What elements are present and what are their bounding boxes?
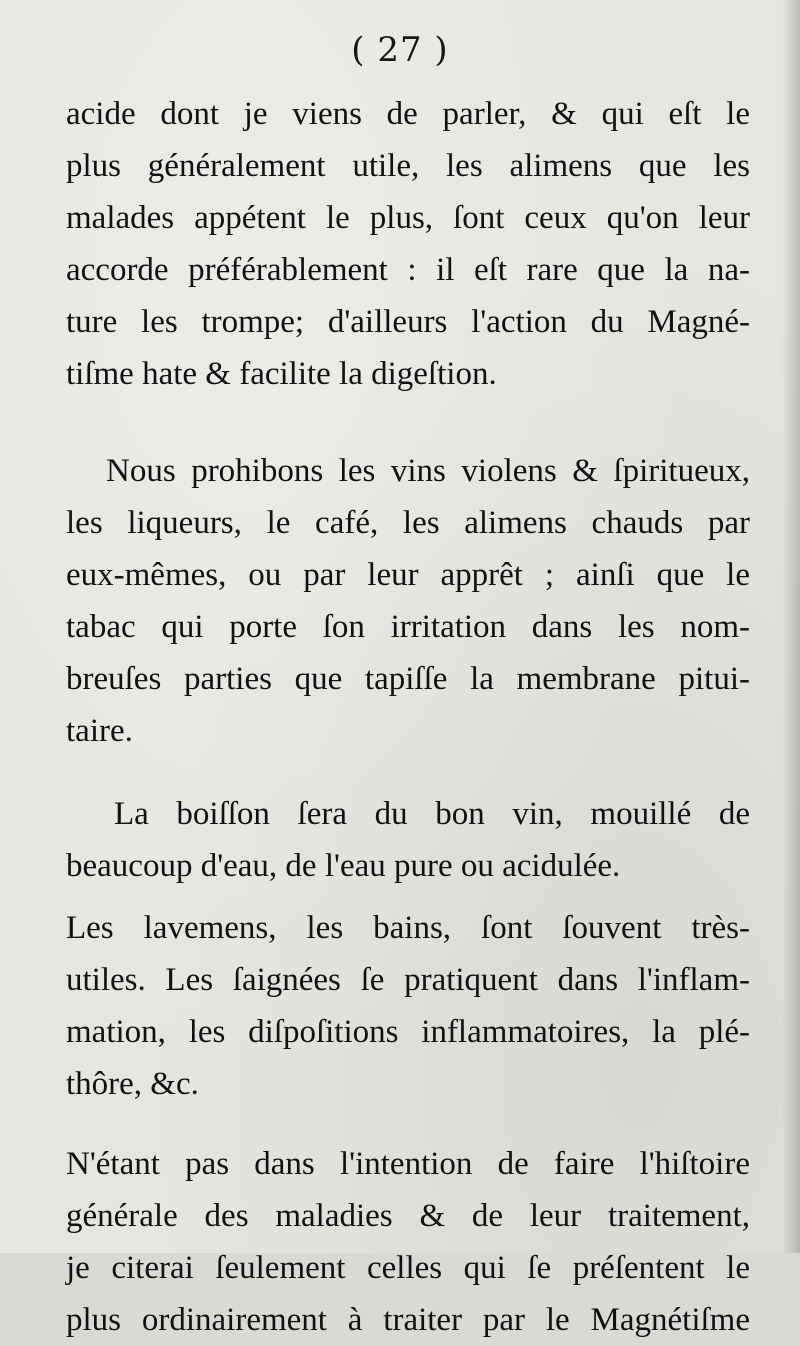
text-line: plus généralement utile, les alimens que les [66, 148, 750, 184]
text-line: eux-mêmes, ou par leur apprêt ; ainſi que le [66, 557, 750, 593]
text-line: beaucoup d'eau, de l'eau pure ou acidulée. [66, 848, 621, 884]
text-line: malades appétent le plus, ſont ceux qu'on leur [66, 200, 750, 236]
text-line: Les lavemens, les bains, ſont ſouvent très- [66, 910, 750, 946]
text-line: N'étant pas dans l'intention de faire l'hiſtoire [66, 1146, 750, 1182]
paragraph-intention [66, 1138, 750, 1346]
paragraph-prohibitions [66, 445, 750, 757]
text-line: La boiſſon ſera du bon vin, mouillé de [114, 796, 750, 832]
text-line: thôre, &c. [66, 1066, 199, 1102]
text-line: ture les trompe; d'ailleurs l'action du Magné- [66, 304, 750, 340]
text-line: je citerai ſeulement celles qui ſe préſentent le [66, 1250, 750, 1286]
text-line: accorde préférablement : il eſt rare que la na- [66, 252, 750, 288]
paragraph-remedies [66, 902, 750, 1110]
text-line: plus ordinairement à traiter par le Magnétiſme [66, 1302, 750, 1338]
paragraph-drink [66, 788, 750, 892]
text-line: Nous prohibons les vins violens & ſpiritueux, [106, 453, 750, 489]
body-text [66, 88, 750, 1346]
text-line: breuſes parties que tapiſſe la membrane pitui- [66, 661, 750, 697]
text-line: générale des maladies & de leur traitement, [66, 1198, 750, 1234]
text-line: mation, les diſpoſitions inflammatoires, la plé- [66, 1014, 750, 1050]
text-line: utiles. Les ſaignées ſe pratiquent dans l'inflam- [66, 962, 750, 998]
text-line: acide dont je viens de parler, & qui eſt le [66, 96, 750, 132]
page-number: ( 27 ) [351, 30, 449, 70]
text-line: taire. [66, 713, 133, 749]
paragraph-diet [66, 88, 750, 400]
text-line: tiſme hate & facilite la digeſtion. [66, 356, 497, 392]
text-line: les liqueurs, le café, les alimens chauds par [66, 505, 750, 541]
text-line: tabac qui porte ſon irritation dans les nom- [66, 609, 750, 645]
page-edge-shadow [782, 0, 800, 1253]
